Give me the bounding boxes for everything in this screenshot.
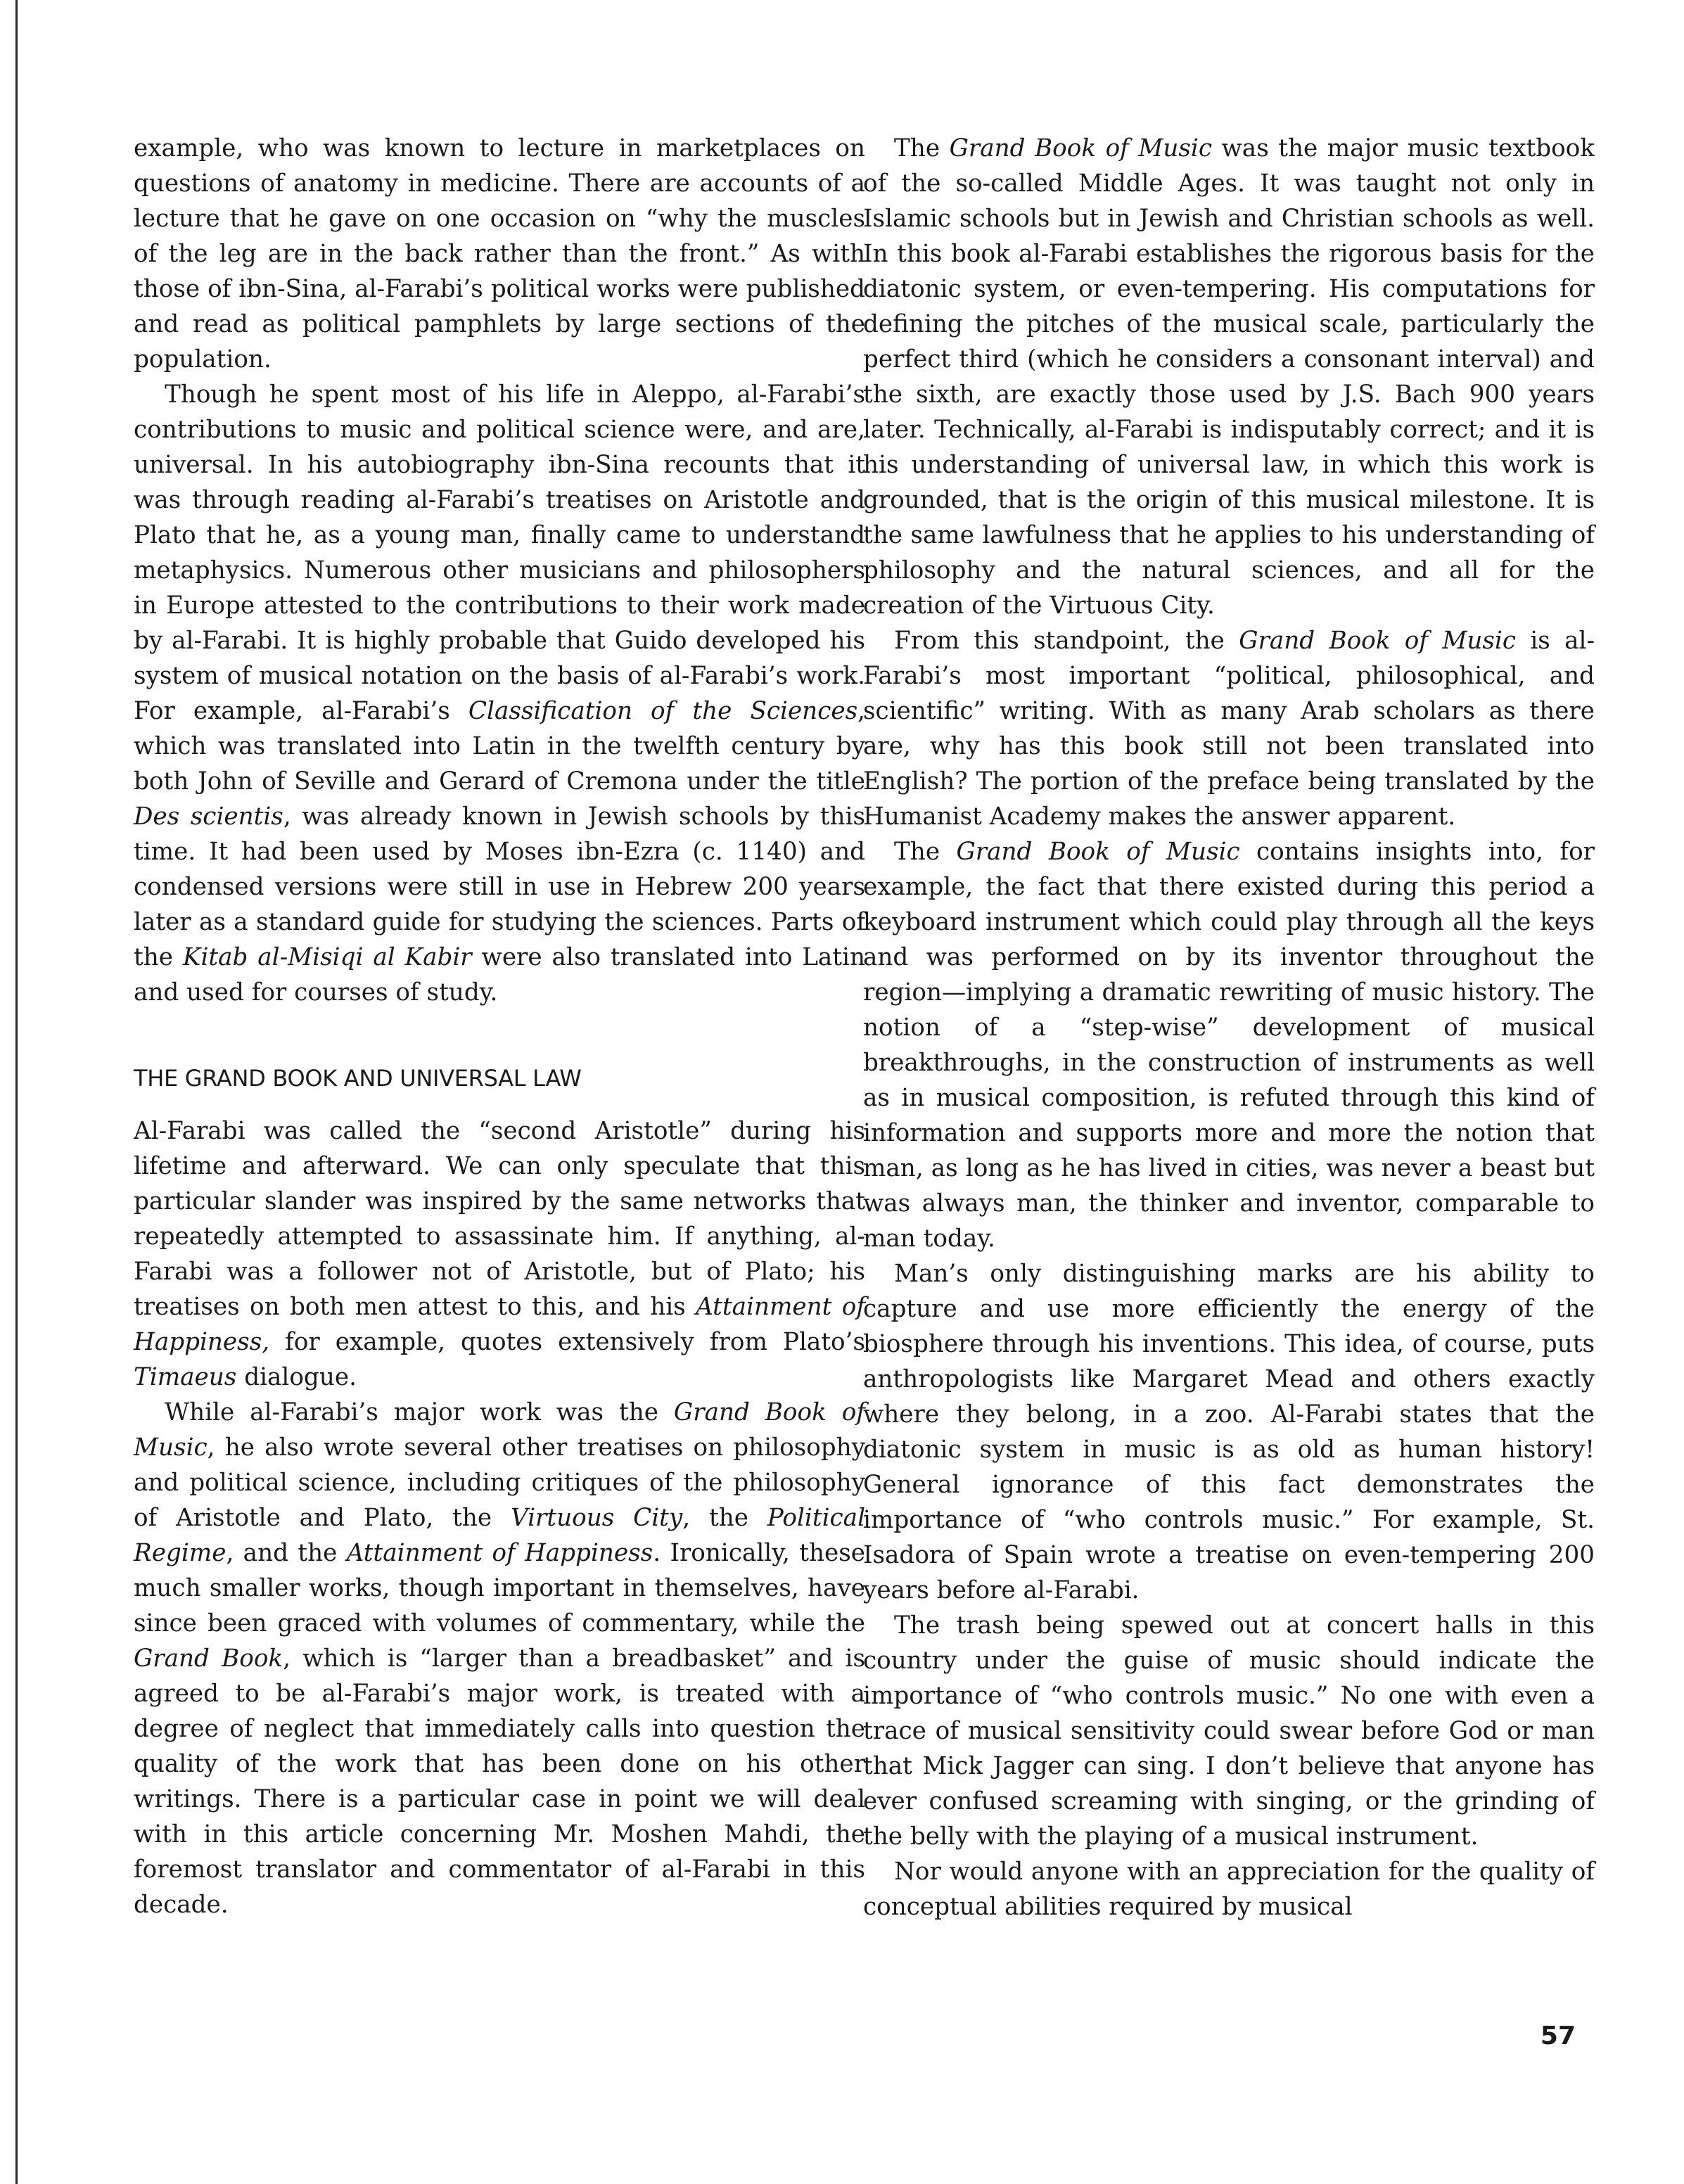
paragraph	[863, 1256, 1595, 1608]
text-run: , he also wrote several other treatises on philosophy and political science, including critiques of the philosophy of Aristotle and Plato, the	[134, 1433, 865, 1532]
left-column	[134, 131, 865, 1922]
paragraph	[134, 1113, 865, 1395]
italic-title: Timaeus	[134, 1363, 237, 1391]
paragraph	[134, 1395, 865, 1922]
paragraph	[863, 834, 1595, 1256]
text-run: , and the	[226, 1539, 347, 1567]
text-run: , which is “larger than a breadbasket” and is agreed to be al-Farabi’s major work, is treated with a degree of neglect that immediately calls into question the quality of the work that has been done on his other writings. There is a particular case in point we will deal with in this article concerning Mr. Moshen Mahdi, the foremost translator and commentator of al-Farabi in this decade.	[134, 1645, 866, 1919]
text-run: While al-Farabi’s major work was the	[165, 1398, 674, 1426]
italic-title: Political Regime	[134, 1504, 866, 1567]
italic-title: Grand Book	[134, 1645, 283, 1673]
text-run: The	[894, 134, 950, 162]
text-run: Al-Farabi was called the “second Aristotle” during his lifetime and afterward. We can only speculate that this particular slander was inspired by the same networks that repeatedly attempted to assassinate him. If anything, al-Farabi was a follower not of Aristotle, but of Plato; his treatises on both men attest to this, and his	[134, 1117, 865, 1321]
italic-title: Des scientis	[134, 803, 283, 831]
italic-title: Grand Book of Music	[956, 838, 1240, 866]
text-run: The trash being spewed out at concert halls in this country under the guise of music should indicate the importance of “who controls music.” No one with even a trace of musical sensitivity could swear before God or man that Mick Jagger can sing. I don’t believe that anyone has ever confused screaming with singing, or the grinding of the belly with the playing of a musical instrument.	[863, 1611, 1595, 1851]
text-run: contains insights into, for example, the fact that there existed during this period a keyboard instrument which could play through all the keys and was performed on by its inventor throughout the region—implying a dramatic rewriting of music history. The notion of a “step-wise” development of musical breakthroughs, in the construction of instruments as well as in musical composition, is refuted through this kind of information and supports more and more the notion that man, as long as he has lived in cities, was never a beast but was always man, the thinker and inventor, comparable to man today.	[863, 838, 1595, 1253]
italic-title: Classification of the Sciences	[468, 697, 858, 725]
text-run: for example, quotes extensively from Plato’s	[269, 1328, 865, 1356]
paragraph	[863, 131, 1595, 623]
italic-title: Attainment of Happiness,	[134, 1293, 865, 1356]
paragraph	[134, 131, 865, 377]
italic-title: Grand Book of Music	[1239, 627, 1516, 655]
italic-title: Kitab al-Misiqi al Kabir	[182, 943, 472, 971]
italic-title: Grand Book of Music	[949, 134, 1213, 162]
paragraph	[134, 377, 865, 1010]
italic-title: Attainment of Happiness	[346, 1539, 653, 1567]
text-run: , the	[682, 1504, 767, 1532]
text-run: example, who was known to lecture in marketplaces on questions of anatomy in medicine. There are accounts of a lecture that he gave on one occasion on “why the muscles of the leg are in the back rather than the front.” As with those of ibn-Sina, al-Farabi’s political works were published and read as political pamphlets by large sections of the population.	[134, 134, 865, 373]
italic-title: Grand Book of Music	[134, 1398, 865, 1462]
text-run: Nor would anyone with an appreciation for the quality of conceptual abilities required by musical	[863, 1858, 1595, 1921]
text-run: was the major music textbook of the so-called Middle Ages. It was taught not only in Islamic schools but in Jewish and Christian schools as well. In this book al-Farabi establishes the rigorous basis for the diatonic system, or even-tempering. His computations for defining the pitches of the musical scale, particularly the perfect third (which he considers a consonant interval) and the sixth, are exactly those used by J.S. Bach 900 years later. Technically, al-Farabi is indisputably correct; and it is his understanding of universal law, in which this work is grounded, that is the origin of this musical milestone. It is the same lawfulness that he applies to his understanding of philosophy and the natural sciences, and all for the creation of the Virtuous City.	[863, 134, 1595, 620]
text-run: , was already known in Jewish schools by this time. It had been used by Moses ibn-Ezra (c. 1140) and condensed versions were still in use in Hebrew 200 years later as a standard guide for studying the sciences. Parts of the	[134, 803, 865, 971]
text-run: . Ironically, these much smaller works, though important in themselves, have since been graced with volumes of commentary, while the	[134, 1539, 865, 1637]
text-run: were also translated into Latin and used for courses of study.	[134, 943, 865, 1007]
paragraph	[863, 1608, 1595, 1854]
text-run: Though he spent most of his life in Aleppo, al-Farabi’s contributions to music and political science were, and are, universal. In his autobiography ibn-Sina recounts that it was through reading al-Farabi’s treatises on Aristotle and Plato that he, as a young man, finally came to understand metaphysics. Numerous other musicians and philosophers in Europe attested to the contributions to their work made by al-Farabi. It is highly probable that Guido developed his system of musical notation on the basis of al-Farabi’s work. For example, al-Farabi’s	[134, 381, 865, 725]
text-run: is al-Farabi’s most important “political, philosophical, and scientific” writing. With as many Arab scholars as there are, why has this book still not been translated into English? The portion of the preface being translated by the Humanist Academy makes the answer apparent.	[863, 627, 1595, 831]
section-heading: THE GRAND BOOK AND UNIVERSAL LAW	[134, 1065, 582, 1092]
right-column	[863, 131, 1595, 1924]
text-run: Man’s only distinguishing marks are his ability to capture and use more efficiently the energy of the biosphere through his inventions. This idea, of course, puts anthropologists like Margaret Mead and others exactly where they belong, in a zoo. Al-Farabi states that the diatonic system in music is as old as human history! General ignorance of this fact demonstrates the importance of “who controls music.” For example, St. Isadora of Spain wrote a treatise on even-tempering 200 years before al-Farabi.	[863, 1260, 1595, 1604]
paragraph	[863, 623, 1595, 834]
paragraph	[863, 1854, 1595, 1924]
italic-title: Virtuous City	[510, 1504, 683, 1532]
text-run: , which was translated into Latin in the twelfth century by both John of Seville and Gerard of Cremona under the title	[134, 697, 866, 796]
scan-edge-line	[15, 0, 18, 2184]
page-number: 57	[1540, 2022, 1576, 2050]
text-run: The	[894, 838, 957, 866]
text-run: From this standpoint, the	[894, 627, 1239, 655]
text-run: dialogue.	[236, 1363, 357, 1391]
